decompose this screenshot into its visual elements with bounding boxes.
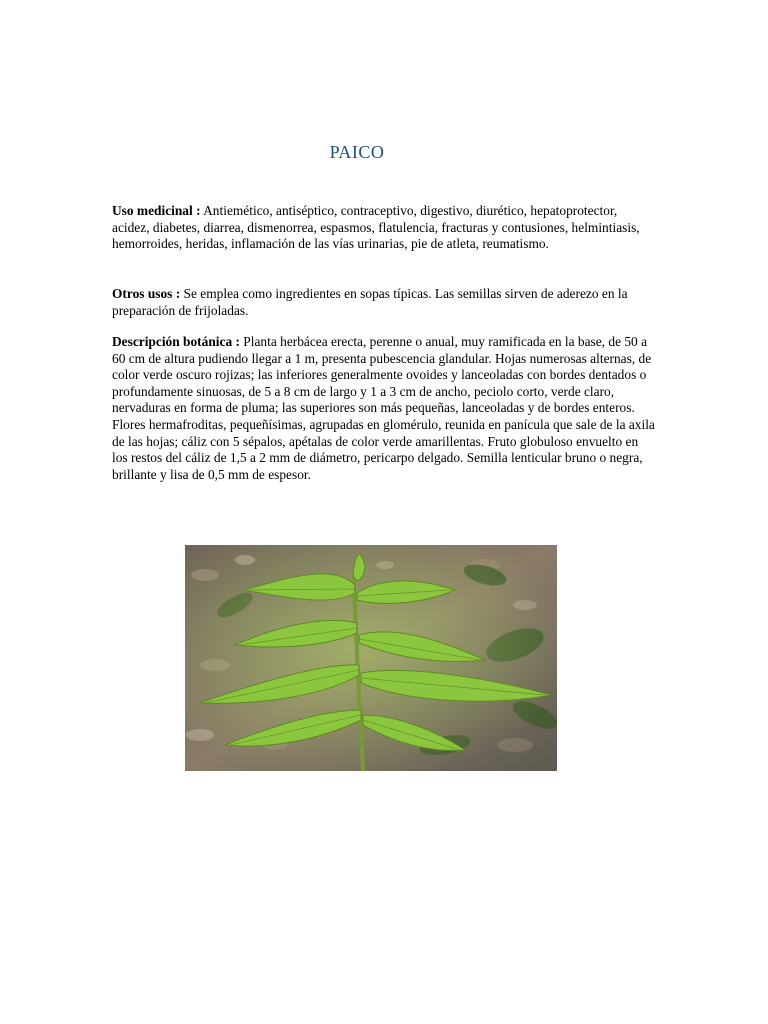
section-text: Se emplea como ingredientes en sopas típicas. Las semillas sirven de aderezo en la preparación de frijoladas. (112, 286, 628, 318)
section-descripcion-botanica (112, 334, 657, 483)
section-text: Antiemético, antiséptico, contraceptivo, digestivo, diurético, hepatoprotector, acidez, diabetes, diarrea, dismenorrea, espasmos, flatulencia, fracturas y contusiones, helmintiasis, hemorroides, heridas, inflamación de las vías urinarias, pie de atleta, reumatismo. (112, 203, 640, 252)
page-title: PAICO (329, 142, 385, 162)
plant-illustration (185, 545, 557, 771)
section-heading: Otros usos : (112, 286, 181, 301)
plant-photo (185, 545, 557, 771)
section-text: Planta herbácea erecta, perenne o anual, muy ramificada en la base, de 50 a 60 cm de altura pudiendo llegar a 1 m, presenta pubescencia glandular. Hojas numerosas alternas, de color verde oscuro rojizas; las inferiores generalmente ovoides y lanceoladas con bordes dentados o profundamente sinuosas, de 5 a 8 cm de largo y 1 a 3 cm de ancho, peciolo corto, verde claro, nervaduras en forma de pluma; las superiores son más pequeñas, lanceoladas y de bordes enteros. Flores hermafroditas, pequeñísimas, agrupadas en glomérulo, reunida en panícula que sale de la axila de las hojas; cáliz con 5 sépalos, apétalas de color verde amarillentas. Fruto globuloso envuelto en los restos del cáliz de 1,5 a 2 mm de diámetro, pericarpo delgado. Semilla lenticular bruno o negra, brillante y lisa de 0,5 mm de espesor. (112, 334, 655, 482)
section-heading: Uso medicinal : (112, 203, 201, 218)
section-heading: Descripción botánica : (112, 334, 240, 349)
section-uso-medicinal (112, 203, 657, 253)
section-otros-usos (112, 286, 657, 319)
